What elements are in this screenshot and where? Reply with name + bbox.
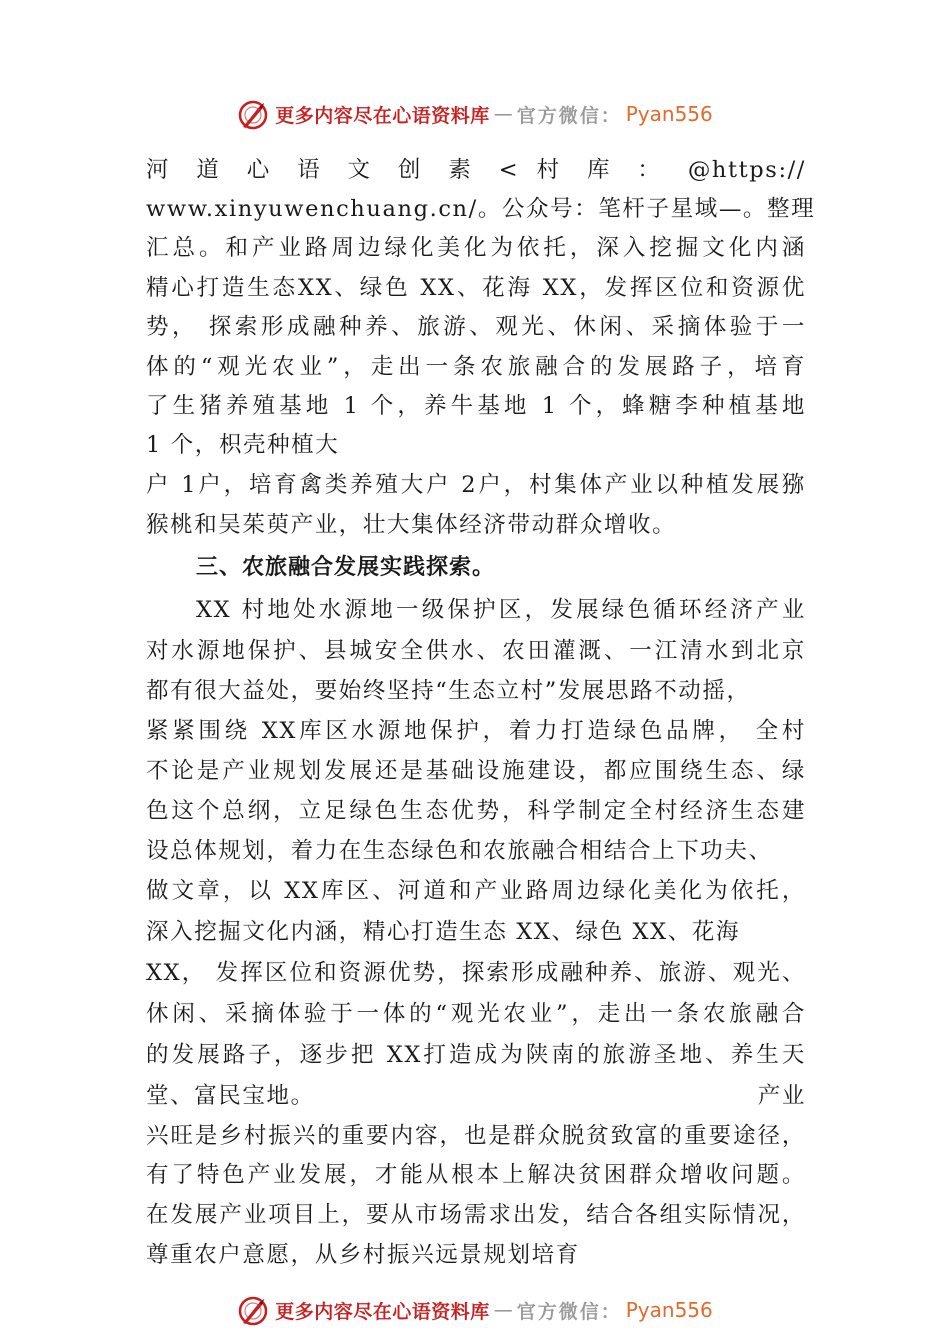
text-line: 做文章，以 XX库区、河道和产业路周边绿化美化为依托， [146, 878, 806, 904]
text-line: 尊重农户意愿，从乡村振兴远景规划培育 [146, 1242, 580, 1268]
text-line: 的发展路子，逐步把 XX打造成为陕南的旅游圣地、养生天 [146, 1042, 806, 1068]
banner-dash: — [493, 1299, 513, 1321]
text-line: 不论是产业规划发展还是基础设施建设，都应围绕生态、绿 [146, 758, 806, 784]
text-line: 势， 探索形成融种养、旅游、观光、休闲、采摘体验于一 [146, 314, 806, 340]
pen-logo-icon [237, 97, 271, 131]
banner-content [237, 97, 713, 131]
footer-banner [0, 1290, 950, 1330]
banner-wechat-label: 官方微信： [516, 104, 622, 127]
text-line: XX， 发挥区位和资源优势，探索形成融种养、旅游、观光、 [146, 960, 806, 986]
text-line: 1 个，枳壳种植大 [146, 432, 340, 458]
text-line: 设总体规划，着力在生态绿色和农旅融合相结合上下功夫、 [146, 838, 773, 864]
text-line: 对水源地保护、县城安全供水、农田灌溉、一江清水到北京 [146, 638, 806, 664]
text-line: 河 道 心 语 文 创 素 < 村 库 ： @https:// [146, 157, 806, 183]
text-line: 堂、富民宝地。 [146, 1083, 315, 1109]
banner-dash: — [493, 103, 513, 125]
text-line: 兴旺是乡村振兴的重要内容，也是群众脱贫致富的重要途径， [146, 1123, 806, 1149]
text-line: 紧紧围绕 XX库区水源地保护，着力打造绿色品牌， 全村 [146, 718, 806, 744]
header-banner [0, 94, 950, 134]
text-line: www.xinyuwenchuang.cn/。公众号：笔杆子星域—。整理 [146, 196, 816, 222]
text-line: 精心打造生态XX、绿色 XX、花海 XX，发挥区位和资源优 [146, 275, 806, 301]
banner-site-text: 更多内容尽在心语资料库 [275, 1300, 490, 1323]
banner-wechat-id: Pyan556 [625, 1298, 713, 1322]
text-line: 休闲、采摘体验于一体的“观光农业”，走出一条农旅融合 [146, 1001, 806, 1027]
banner-site-text: 更多内容尽在心语资料库 [275, 104, 490, 127]
banner-content [237, 1293, 713, 1327]
pen-logo-icon [237, 1293, 271, 1327]
banner-wechat-label: 官方微信： [516, 1300, 622, 1323]
text-line: 产业 [757, 1083, 806, 1109]
text-line: XX 村地处水源地一级保护区，发展绿色循环经济产业 [196, 597, 806, 623]
text-line: 了生猪养殖基地 1 个，养牛基地 1 个，蜂糖李种植基地 [146, 393, 806, 419]
section-heading: 三、农旅融合发展实践探索。 [196, 555, 496, 580]
text-line: 猴桃和吴茱萸产业，壮大集体经济带动群众增收。 [146, 512, 677, 538]
text-line: 色这个总纲，立足绿色生态优势，科学制定全村经济生态建 [146, 798, 806, 824]
text-line: 户 1户，培育禽类养殖大户 2户，村集体产业以种植发展猕 [146, 472, 806, 498]
text-line: 都有很大益处，要始终坚持“生态立村”发展思路不动摇， [146, 678, 751, 704]
banner-wechat-id: Pyan556 [625, 102, 713, 126]
text-line: 深入挖掘文化内涵，精心打造生态 XX、绿色 XX、花海 [146, 919, 741, 945]
text-line: 在发展产业项目上，要从市场需求出发，结合各组实际情况， [146, 1202, 806, 1228]
text-line: 体的“观光农业”，走出一条农旅融合的发展路子，培育 [146, 354, 806, 380]
text-line: 有了特色产业发展，才能从根本上解决贫困群众增收问题。 [146, 1162, 806, 1188]
text-line: 汇总。和产业路周边绿化美化为依托，深入挖掘文化内涵 [146, 235, 806, 261]
